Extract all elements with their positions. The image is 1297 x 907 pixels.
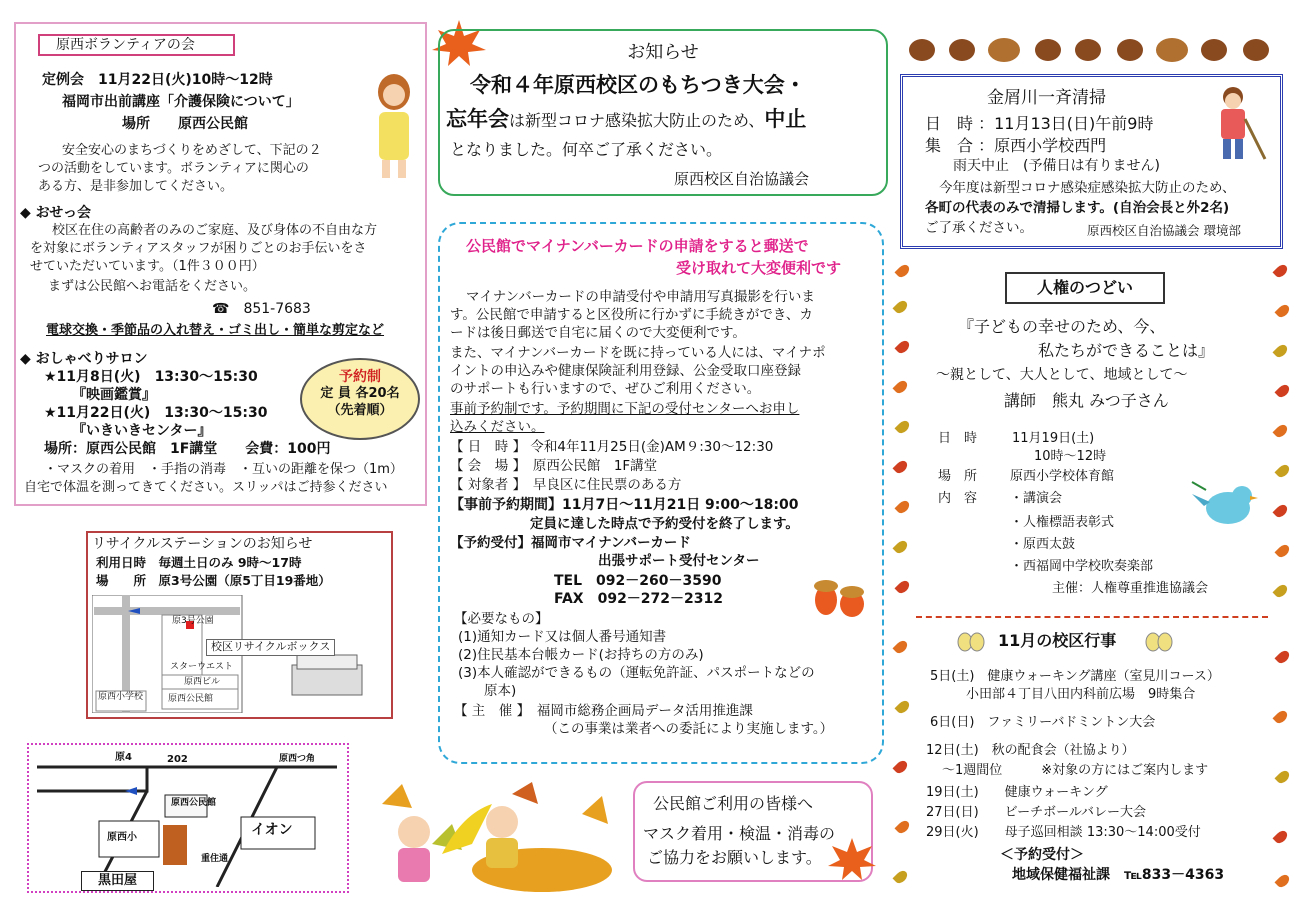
map-label: 原西つ角 xyxy=(279,754,316,764)
jinken-lecturer: 講師 熊丸 みつ子さん xyxy=(1004,391,1169,410)
jinken-content-label: 内 容 xyxy=(938,491,978,506)
mynumber-body: マイナンバーカードの申請受付や申請用写真撮影を行いま xyxy=(466,289,815,305)
leaf-icon xyxy=(1273,829,1290,846)
jinken-quote: 私たちができることは』 xyxy=(1038,341,1215,360)
notice-body xyxy=(446,105,806,133)
map-label: 黒田屋 xyxy=(81,871,154,891)
needs-item: (2)住民基本台帳カード(お持ちの方のみ) xyxy=(458,647,704,663)
event-item: 5日(土) 健康ウォーキング講座（室見川コース） xyxy=(930,669,1220,684)
event-item: 12日(土) 秋の配食会（社協より） xyxy=(926,743,1135,758)
leaf-icon xyxy=(895,579,912,596)
leaf-icon xyxy=(895,339,912,356)
recycle-hours: 利用日時 毎週土日のみ 9時～17時 xyxy=(96,555,302,570)
cleanup-rain: 雨天中止 (予備日は有りません) xyxy=(953,158,1160,174)
sweeping-woman-illustration xyxy=(1203,83,1273,165)
event-item: 27日(日) ビーチボールバレー大会 xyxy=(926,805,1146,820)
mynumber-body: ードは後日郵送で自宅に届くので大変便利です。 xyxy=(450,325,746,341)
place-line: 場所 原西公民館 xyxy=(122,116,248,132)
jinken-date-label: 日 時 xyxy=(938,431,978,446)
chestnut-border xyxy=(904,30,1290,68)
map-label: 原西小 xyxy=(107,832,137,843)
jinken-content: ・西福岡中学校吹奏楽部 xyxy=(1010,559,1154,574)
osekkai-line: せていただいています。（1件３００円） xyxy=(30,259,265,274)
cleanup-panel xyxy=(900,74,1283,249)
lecture-line: 福岡市出前講座「介護保険について」 xyxy=(62,94,300,110)
acorn-icon xyxy=(808,570,870,624)
cleanup-note: 各町の代表のみで清掃します。(自治会長と外2名) xyxy=(925,200,1230,216)
recycle-panel xyxy=(86,531,393,719)
pear-icon xyxy=(1144,626,1174,652)
events-title: 11月の校区行事 xyxy=(998,631,1117,650)
leaf-icon xyxy=(1273,583,1290,600)
organizer: 【 主 催 】 福岡市総務企画局データ活用推進課 xyxy=(454,703,753,719)
salon-line: ★11月8日(火) 13:30～15:30 xyxy=(44,369,258,385)
leaf-icon xyxy=(895,499,912,516)
salon-place: 場所：原西公民館 1F講堂 会費：100円 xyxy=(44,441,331,457)
notice-cancel: 中止 xyxy=(764,107,807,131)
leaf-icon xyxy=(895,263,912,280)
jinken-subtitle: ～親として、大人として、地域として～ xyxy=(936,367,1188,383)
badge-capacity: 定 員 各20名 xyxy=(320,386,400,402)
leaf-icon xyxy=(893,869,910,886)
intro-line: ある方、是非参加してください。 xyxy=(38,179,234,194)
needs-item: 原本) xyxy=(484,683,517,699)
recycle-title: リサイクルステーションのお知らせ xyxy=(92,536,313,552)
reception-center: 出張サポート受付センター xyxy=(598,553,760,569)
mynumber-body: す。公民館で申請すると区役所に行かずに手続きができ、カ xyxy=(450,307,813,323)
map-label: 原西ビル xyxy=(184,677,221,687)
osekkai-line: まずは公民館へお電話をください。 xyxy=(48,279,257,294)
jinken-place: 原西小学校体育館 xyxy=(1010,469,1115,484)
event-item: 6日(日) ファミリーバドミントン大会 xyxy=(930,715,1156,730)
salon-line: ★11月22日(火) 13:30～15:30 xyxy=(44,405,268,421)
leaf-icon xyxy=(893,759,910,776)
notice-signature: 原西校区自治協議会 xyxy=(674,170,810,188)
please-line: ご協力をお願いします。 xyxy=(647,848,822,867)
access-map-drawing xyxy=(37,753,337,887)
salon-line: 『映画鑑賞』 xyxy=(72,387,156,403)
bird-illustration xyxy=(1190,476,1260,536)
reserve-note: 事前予約制です。予約期間に下記の受付センターへお申し xyxy=(450,401,800,417)
period-note: 定員に達した時点で予約受付を終了します。 xyxy=(530,516,799,532)
cleanup-gather: 集 合 ：原西小学校西門 xyxy=(925,136,1107,155)
reserve-period: 【事前予約期間】11月7日～11月21日 9:00～18:00 xyxy=(450,497,799,513)
map-label: 原西公民館 xyxy=(168,694,214,704)
salon-note: 自宅で体温を測ってきてください。スリッパはご持参ください xyxy=(24,480,388,495)
event-item: ～1週間位 ※対象の方にはご案内します xyxy=(942,763,1209,778)
mynumber-body: のサポートも行いますので、ぜひご利用ください。 xyxy=(450,381,761,397)
notice-title: 令和４年原西校区のもちつき大会・ xyxy=(470,73,806,97)
salon-line: 『いきいきセンター』 xyxy=(72,423,212,439)
jinken-time: 10時～12時 xyxy=(1034,449,1107,464)
organizer-note: （この事業は業者への委託により実施します。） xyxy=(544,721,834,737)
services-line: 電球交換・季節品の入れ替え・ゴミ出し・簡単な剪定など xyxy=(46,323,385,338)
jinken-content: ・人権標語表彰式 xyxy=(1010,515,1115,530)
notice-event: 忘年会 xyxy=(446,107,509,131)
leaf-icon xyxy=(895,819,912,836)
maple-leaf-icon xyxy=(826,836,878,886)
divider xyxy=(916,616,1268,618)
cleanup-signature: 原西校区自治協議会 環境部 xyxy=(1087,223,1241,238)
cleanup-note: ご了承ください。 xyxy=(925,220,1033,236)
leaf-icon xyxy=(1273,503,1290,520)
map-label: 202 xyxy=(167,754,188,765)
reception: 【予約受付】福岡市マイナンバーカード xyxy=(450,535,691,551)
event-item: 小田部４丁目八田内科前広場 9時集合 xyxy=(966,687,1196,702)
map-label: イオン xyxy=(251,822,293,838)
leaf-icon xyxy=(1275,383,1292,400)
leaf-icon xyxy=(1273,709,1290,726)
leaf-icon xyxy=(1275,543,1292,560)
jinken-place-label: 場 所 xyxy=(938,469,978,484)
salon-note: ・マスクの着用 ・手指の消毒 ・互いの距離を保つ（1m） xyxy=(44,462,403,477)
access-map xyxy=(27,743,349,893)
mynumber-panel xyxy=(438,222,884,764)
jinken-content: ・原西太鼓 xyxy=(1010,537,1076,552)
map-label: 原4 xyxy=(115,752,132,763)
reserve-note: 込みください。 xyxy=(450,419,545,435)
jinken-content: ・講演会 xyxy=(1010,491,1063,506)
intro-line: 安全安心のまちづくりをめざして、下記の２ xyxy=(62,143,322,158)
intro-line: つの活動をしています。ボランティアに関心の xyxy=(38,161,309,176)
event-item: 19日(土) 健康ウォーキング xyxy=(926,785,1108,800)
needs-item: (3)本人確認ができるもの（運転免許証、パスポートなどの xyxy=(458,665,815,681)
mynumber-title: 受け取れて大変便利です xyxy=(676,259,842,277)
mynumber-title: 公民館でマイナンバーカードの申請をすると郵送で xyxy=(466,237,809,255)
pear-icon xyxy=(956,626,986,652)
jinken-banner: 人権のつどい xyxy=(1005,272,1165,304)
events-contact: 地域保健福祉課 ℡833－4363 xyxy=(1012,867,1225,883)
leaf-icon xyxy=(893,539,910,556)
reception-fax: FAX 092－272－2312 xyxy=(554,591,723,607)
notice-heading: お知らせ xyxy=(627,42,699,63)
volunteer-panel xyxy=(14,22,427,506)
volunteer-header: 原西ボランティアの会 xyxy=(38,34,235,56)
leaf-icon xyxy=(893,639,910,656)
event-date: 【 日 時 】 令和4年11月25日(金)AM９:30～12:30 xyxy=(450,439,774,455)
salon-title: ◆ おしゃべりサロン xyxy=(20,351,148,367)
leaf-icon xyxy=(1275,649,1292,666)
leaf-icon xyxy=(895,699,912,716)
needs-title: 【必要なもの】 xyxy=(454,611,549,627)
mynumber-body: また、マイナンバーカードを既に持っている人には、マイナポ xyxy=(450,345,826,361)
leaf-icon xyxy=(1275,873,1292,890)
jinken-quote: 『子どもの幸せのため、今、 xyxy=(958,317,1166,336)
leaf-icon xyxy=(893,379,910,396)
event-item: 29日(火) 母子巡回相談 13:30～14:00受付 xyxy=(926,825,1201,840)
event-venue: 【 会 場 】 原西公民館 1F講堂 xyxy=(450,458,658,474)
jinken-date: 11月19日(土) xyxy=(1012,431,1095,446)
osekkai-line: 校区在住の高齢者のみのご家庭、及び身体の不自由な方 xyxy=(52,223,378,238)
leaf-icon xyxy=(1273,343,1290,360)
leaf-icon xyxy=(893,459,910,476)
leaf-icon xyxy=(893,299,910,316)
cleanup-title: 金屑川一斉清掃 xyxy=(987,88,1106,108)
reception-tel: TEL 092－260－3590 xyxy=(554,573,722,589)
autumn-kids-illustration xyxy=(362,774,624,902)
recycle-place: 場 所 原3号公園（原5丁目19番地） xyxy=(96,573,331,588)
map-label: 重住通 xyxy=(201,854,229,864)
please-line: マスク着用・検温・消毒の xyxy=(643,824,836,843)
map-label: 原3号公園 xyxy=(172,616,214,626)
needs-item: (1)通知カード又は個人番号通知書 xyxy=(458,629,667,645)
jinken-sponsor: 主催：人権尊重推進協議会 xyxy=(1052,581,1209,596)
badge-order: （先着順） xyxy=(327,403,393,419)
leaf-icon xyxy=(1275,769,1292,786)
meeting-line: 定例会 11月22日(火)10時～12時 xyxy=(42,72,273,88)
leaf-icon xyxy=(1275,303,1292,320)
leaf-icon xyxy=(1273,263,1290,280)
mynumber-body: イントの申込みや健康保険証利用登録、公金受取口座登録 xyxy=(450,363,801,379)
osekkai-title: ◆ おせっ会 xyxy=(20,205,91,221)
cleanup-date: 日 時 ：11月13日(日)午前9時 xyxy=(925,114,1154,133)
notice-apology: となりました。何卒ご了承ください。 xyxy=(450,140,723,159)
notice-reason: は新型コロナ感染拡大防止のため、 xyxy=(509,111,765,130)
leaf-icon xyxy=(1273,423,1290,440)
woman-illustration xyxy=(364,62,424,182)
osekkai-line: を対象にボランティアスタッフが困りごとのお手伝いをさ xyxy=(30,241,367,256)
leaf-icon xyxy=(895,419,912,436)
map-label: スターウエスト xyxy=(170,662,234,672)
cleanup-note: 今年度は新型コロナ感染症感染拡大防止のため、 xyxy=(939,180,1236,196)
map-label: 校区リサイクルボックス xyxy=(206,639,335,656)
badge-title: 予約制 xyxy=(339,369,381,385)
phone-number: ☎ 851-7683 xyxy=(212,301,311,317)
event-target: 【 対象者 】 早良区に住民票のある方 xyxy=(450,477,682,493)
events-reserve: ＜予約受付＞ xyxy=(1000,847,1084,863)
reservation-badge xyxy=(300,358,420,440)
map-label: 原西公民館 xyxy=(171,798,217,808)
map-label: 原西小学校 xyxy=(98,692,144,702)
please-line: 公民館ご利用の皆様へ xyxy=(653,794,814,813)
notice-panel xyxy=(438,29,888,196)
leaf-icon xyxy=(1275,463,1292,480)
